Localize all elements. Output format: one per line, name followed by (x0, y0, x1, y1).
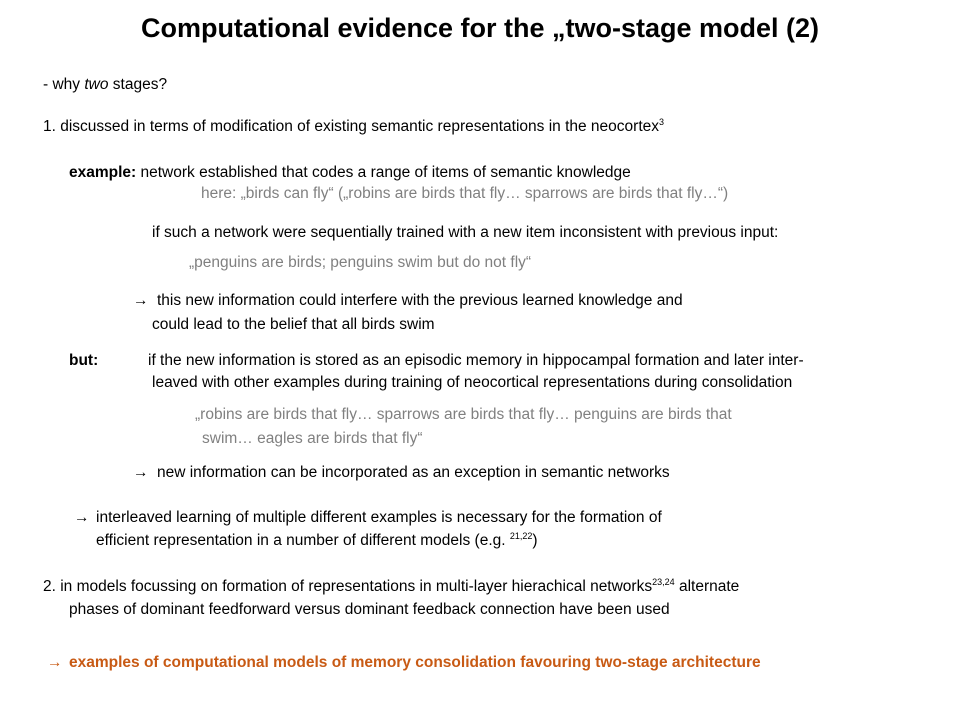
exception-line: new information can be incorporated as an exception in semantic networks (157, 464, 670, 481)
interfere-line-2: could lead to the belief that all birds swim (152, 316, 435, 333)
arrow-icon: → (133, 464, 149, 481)
example-here: here: „birds can fly“ („robins are birds that fly… sparrows are birds that fly…“) (201, 185, 729, 202)
interfere-line-1: this new information could interfere with the previous learned knowledge and (157, 292, 683, 309)
slide-title: Computational evidence for the „two-stage model (2) (140, 13, 820, 43)
conclusion: examples of computational models of memory consolidation favouring two-stage architecture (69, 654, 761, 671)
but-label: but: (69, 352, 99, 369)
example-line: example: network established that codes a range of items of semantic knowledge (69, 164, 631, 181)
point-2-line-1: 2. in models focussing on formation of representations in multi-layer hierachical networks$^{23,24}$ alternate (43, 576, 740, 595)
arrow-icon: → (74, 509, 90, 526)
sequential-training: if such a network were sequentially trained with a new item inconsistent with previous input: (152, 224, 779, 241)
interleaved-line-2: efficient representation in a number of different models (e.g. $^{21,22}$) (96, 530, 538, 549)
arrow-icon: → (133, 292, 149, 309)
but-line-1: if the new information is stored as an episodic memory in hippocampal formation and later inter- (148, 352, 804, 369)
robins-line-1: „robins are birds that fly… sparrows are birds that fly… penguins are birds that (195, 406, 732, 423)
point-1: 1. discussed in terms of modification of existing semantic representations in the neocortex$^3$ (43, 116, 665, 135)
point-2-line-2: phases of dominant feedforward versus dominant feedback connection have been used (69, 601, 670, 618)
why-two-stages: - why two stages? (43, 76, 168, 93)
penguins-example: „penguins are birds; penguins swim but do not fly“ (189, 254, 532, 271)
robins-line-2: swim… eagles are birds that fly“ (202, 430, 423, 447)
arrow-icon: → (47, 654, 63, 671)
but-line-2: leaved with other examples during training of neocortical representations during consolidation (152, 374, 793, 391)
interleaved-line-1: interleaved learning of multiple different examples is necessary for the formation of (96, 509, 662, 526)
